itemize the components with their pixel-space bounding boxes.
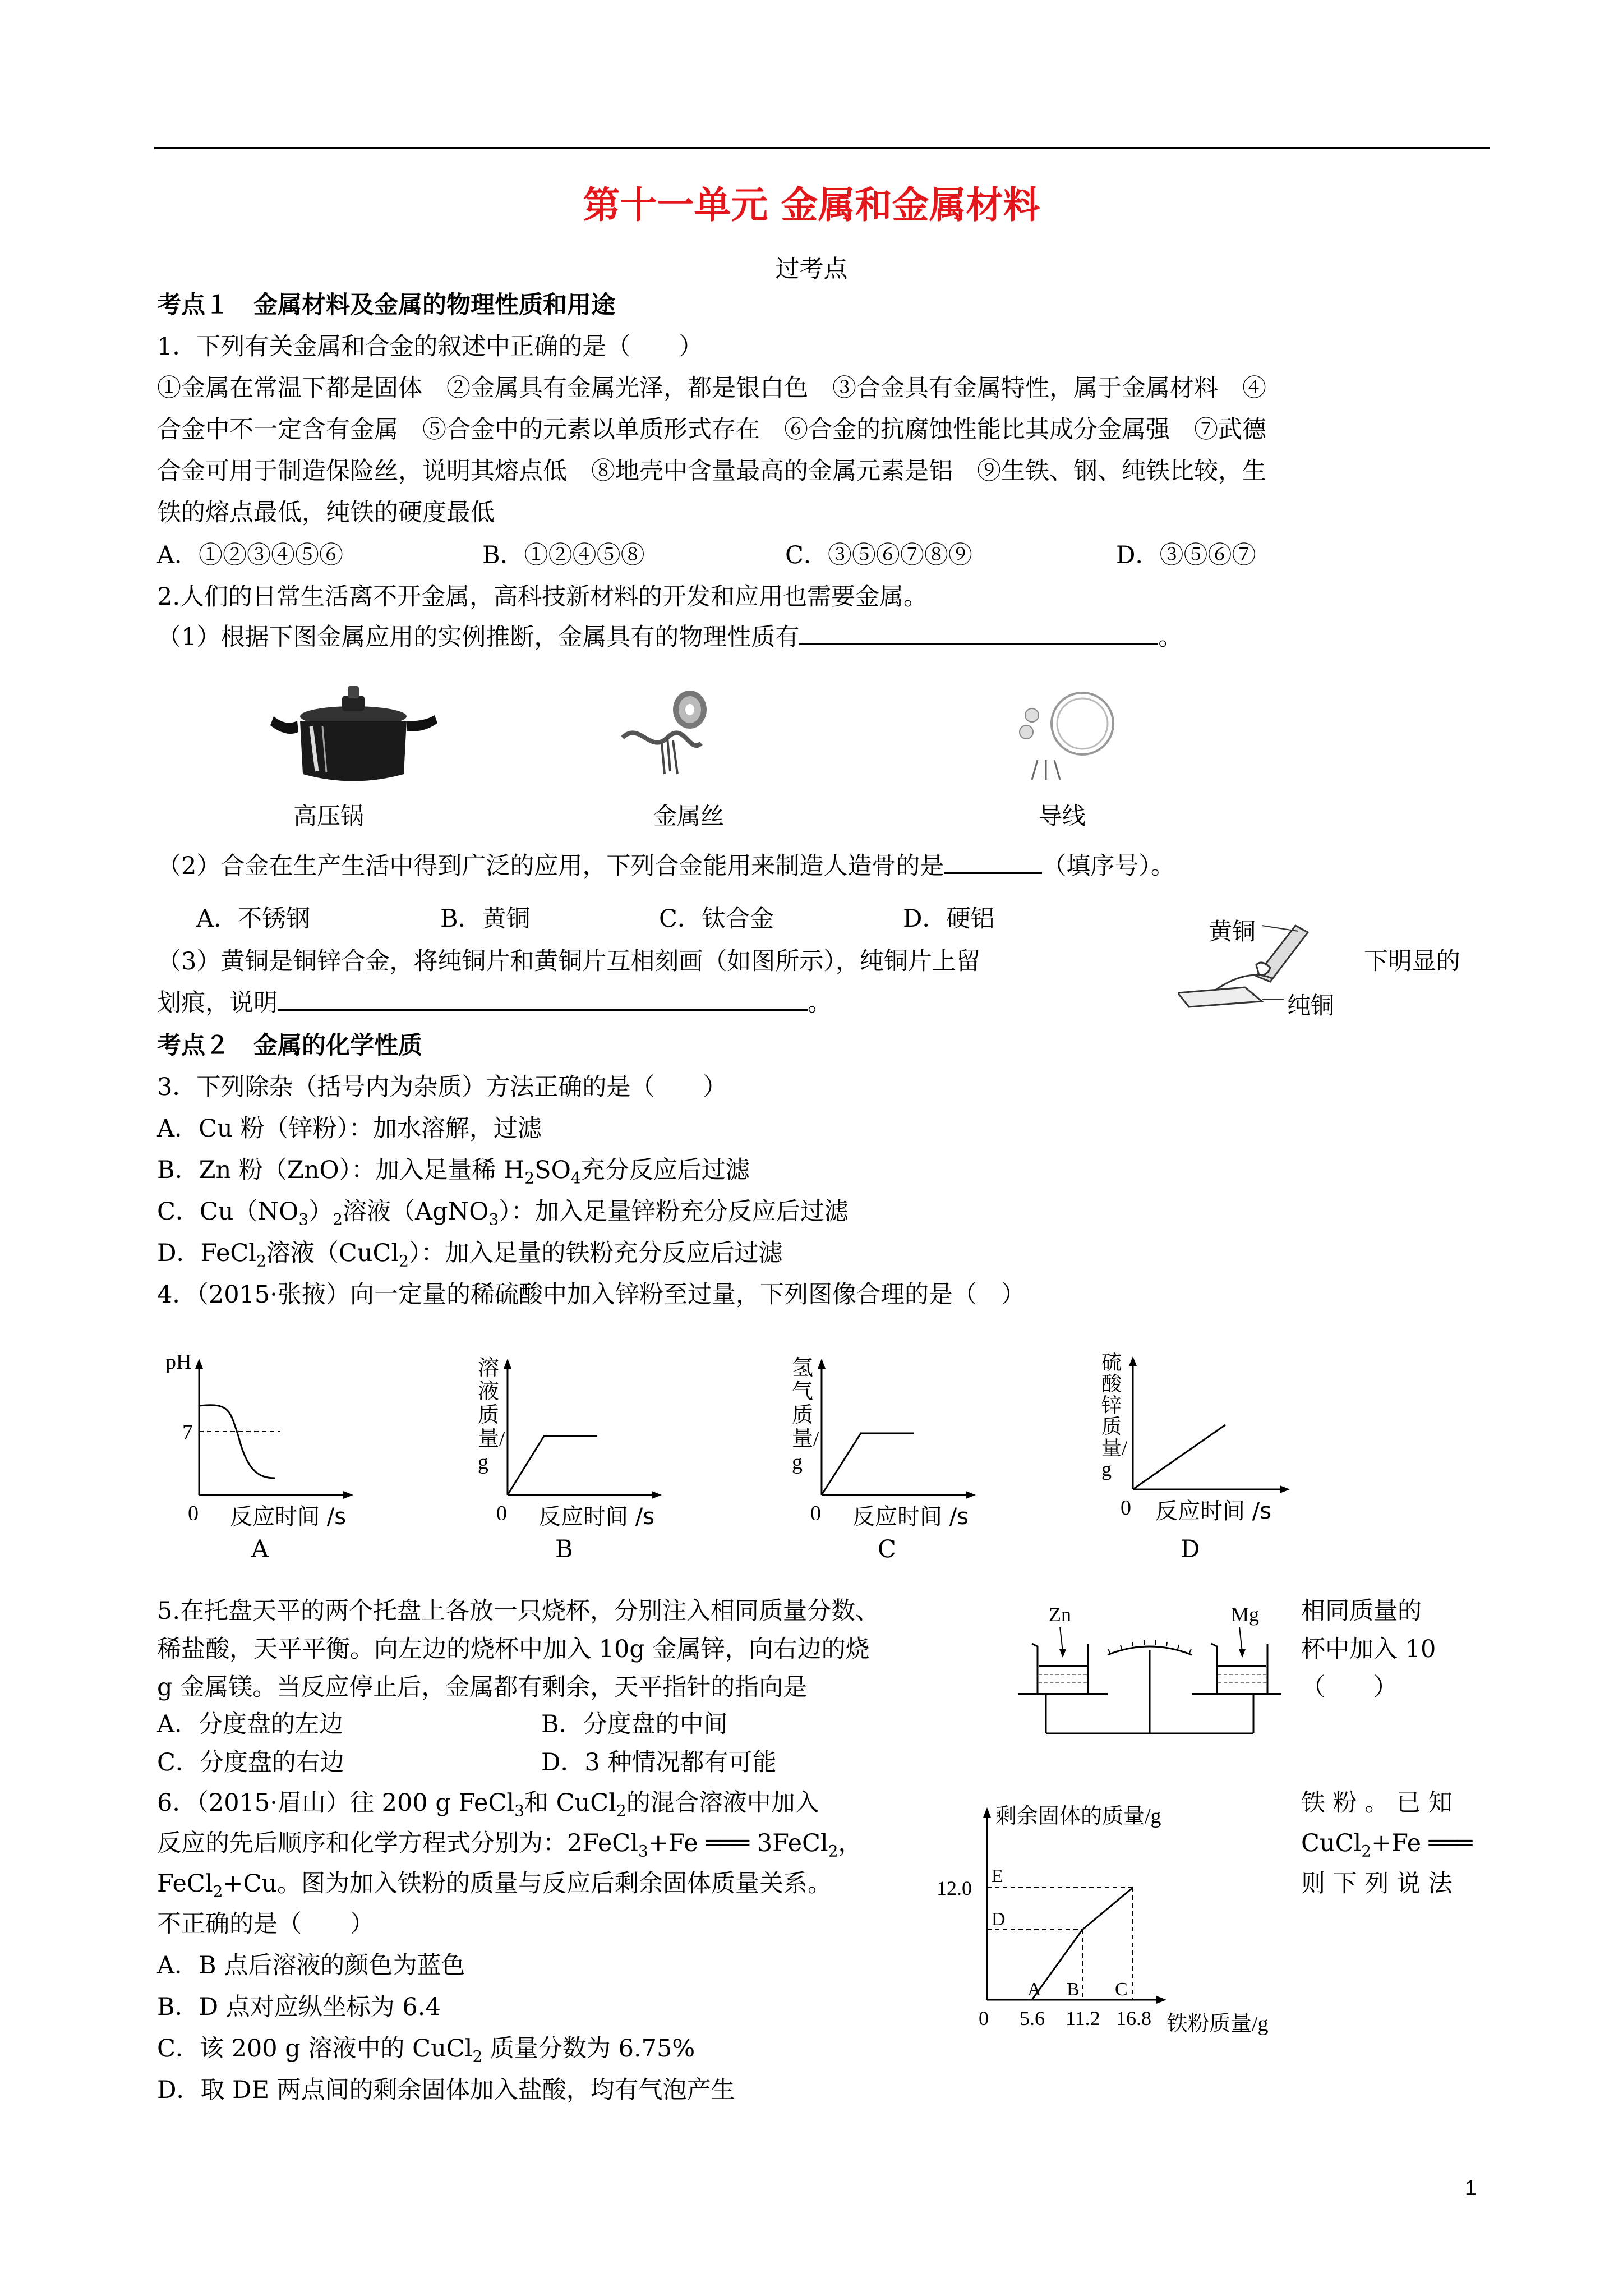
q4-a-origin: 0 [188,1502,199,1520]
q6-option-d: D．取 DE 两点间的剩余固体加入盐酸，均有气泡产生 [157,2076,735,2104]
q6-graph-xlabel: 铁粉质量/g [1166,2012,1269,2036]
q2-part1-blank [799,624,1158,645]
q5-option-d: D．3 种情况都有可能 [541,1749,777,1777]
q4-a-label: A [251,1535,269,1563]
q1-line-2: 合金中不一定含有金属 ⑤合金中的元素以单质形式存在 ⑥合金的抗腐蚀性能比其成分金属强 ⑦武德 [157,416,1266,444]
q5-line-2-right: 杯中加入 10 [1301,1635,1436,1663]
q3-b-text1: B．Zn 粉（ZnO）：加入足量稀 H [157,1156,525,1184]
q6-graph-point-c: C [1115,1979,1128,2000]
q1-option-a: A．①②③④⑤⑥ [157,541,344,569]
q2-part2-text: （2）合金在生产生活中得到广泛的应用，下列合金能用来制造人造骨的是 [157,852,944,880]
q6-line-2 [157,1830,863,1865]
q1-line-4: 铁的熔点最低，纯铁的硬度最低 [157,499,495,527]
q2-option-a: A．不锈钢 [196,905,311,933]
q6-graph-yvalue: 12.0 [937,1877,972,1899]
q6-graph-x2: 11.2 [1066,2007,1100,2030]
q3-b-sub1: 2 [524,1168,535,1188]
q3-b-sub2: 4 [570,1168,581,1188]
q6-l1-text2: 和 CuCl [524,1789,616,1817]
q6-graph-x1: 5.6 [1020,2007,1045,2030]
q6-graph-x3: 16.8 [1116,2007,1151,2030]
q4-c-ylabel: 氢气质量/g [792,1356,819,1474]
balance-label-mg: Mg [1231,1604,1260,1626]
q2-part3-end: 。 [808,989,832,1017]
q6-option-b: B．D 点对应纵坐标为 6.4 [157,1993,441,2021]
q6-graph-point-e: E [992,1866,1003,1887]
q4-d-origin: 0 [1121,1496,1131,1520]
q6-l2r-text2: +Fe ═══ [1371,1829,1473,1857]
q6-graph-point-d: D [992,1909,1006,1930]
q4-d-label: D [1181,1535,1200,1563]
q3-c-text1: C．Cu（NO [157,1198,299,1226]
q3-d-text1: D．FeCl [157,1239,257,1267]
q1-stem: 1．下列有关金属和合金的叙述中正确的是（ ） [157,333,703,361]
q4-graph-a [163,1352,365,1576]
section-heading-1: 考点１ 金属材料及金属的物理性质和用途 [157,291,615,319]
q6-l3-text1: FeCl [157,1870,213,1898]
q3-d-text2: 溶液（CuCl [266,1239,399,1267]
scratch-test-figure [1178,909,1363,1021]
q4-b-xlabel: 反应时间 /s [538,1504,655,1530]
q2-part2 [157,853,1175,880]
q3-d-sub1: 2 [256,1251,266,1271]
image-caption-metal-wire: 金属丝 [653,802,725,830]
q6-l2-sub2: 2 [828,1842,838,1861]
q6-l2r-sub: 2 [1361,1842,1372,1861]
q6-l2-text2: +Fe ═══ 3FeCl [648,1829,828,1857]
q6-l3-sub: 2 [213,1882,223,1901]
q6-c-sub: 2 [472,2047,483,2066]
q2-part2-blank [944,853,1042,874]
q5-option-b: B．分度盘的中间 [541,1710,728,1738]
electric-wire-image [998,682,1133,788]
q6-graph [925,1795,1295,2053]
q3-c-sub1: 3 [298,1210,309,1229]
q3-b-text2: SO [534,1156,571,1184]
q4-c-label: C [878,1535,896,1563]
q2-option-b: B．黄铜 [440,905,531,933]
q6-l3-text2: +Cu。图为加入铁粉的质量与反应后剩余固体质量关系。 [223,1870,832,1898]
q3-option-c [157,1198,849,1234]
balance-figure [1009,1604,1290,1773]
q1-line-1: ①金属在常温下都是固体 ②金属具有金属光泽，都是银白色 ③合金具有金属特性，属于金属材料 ④ [157,374,1266,402]
q1-option-d: D．③⑤⑥⑦ [1116,541,1256,569]
q2-part3-line1: （3）黄铜是铜锌合金，将纯铜片和黄铜片互相刻画（如图所示），纯铜片上留 [157,947,980,976]
q6-l1-sub1: 3 [514,1801,524,1820]
q5-option-c: C．分度盘的右边 [157,1749,344,1777]
q4-d-ylabel: 硫酸锌质量/g [1101,1351,1128,1480]
q2-option-d: D．硬铝 [903,905,995,933]
q4-stem: 4．（2015·张掖）向一定量的稀硫酸中加入锌粉至过量，下列图像合理的是（ ） [157,1281,1025,1309]
q2-option-c: C．钛合金 [659,905,774,933]
q1-option-c: C．③⑤⑥⑦⑧⑨ [785,541,972,569]
q6-graph-origin: 0 [979,2007,989,2030]
balance-label-zn: Zn [1049,1604,1071,1626]
q2-part2-end: （填序号）。 [1042,852,1175,880]
q3-option-d [157,1240,782,1275]
q3-d-sub2: 2 [399,1251,409,1271]
q5-option-a: A．分度盘的左边 [157,1710,344,1738]
section-heading-2: 考点２ 金属的化学性质 [157,1032,422,1060]
q4-a-xlabel: 反应时间 /s [230,1504,347,1530]
q6-line-4: 不正确的是（ ） [157,1910,374,1938]
q3-d-text3: ）：加入足量的铁粉充分反应后过滤 [408,1239,783,1267]
q5-line-1: 5.在托盘天平的两个托盘上各放一只烧杯，分别注入相同质量分数、 [157,1597,880,1625]
q6-line-3-right: 则 下 列 说 法 [1301,1870,1453,1898]
q3-c-text4: ）：加入足量锌粉充分反应后过滤 [499,1198,849,1226]
pressure-cooker-image [264,682,443,794]
figure-label-brass: 黄铜 [1209,918,1256,945]
q4-b-label: B [555,1535,573,1563]
q6-graph-point-a: A [1027,1979,1041,2000]
q5-line-3-right: （ ） [1301,1673,1398,1701]
q4-b-origin: 0 [496,1502,507,1520]
q4-c-xlabel: 反应时间 /s [852,1504,969,1530]
q6-line-1-right: 铁 粉 。 已 知 [1301,1789,1453,1817]
image-caption-cooker: 高压锅 [293,802,365,830]
q2-part1 [157,624,1182,651]
q6-graph-point-b: B [1067,1979,1080,2000]
q2-part3-blank [278,990,808,1011]
q6-l1-sub2: 2 [616,1801,626,1820]
q2-part3-line1-right: 下明显的 [1364,947,1460,976]
q4-a-mark: 7 [182,1420,193,1444]
q6-line-1 [157,1789,819,1825]
q3-option-a: A．Cu 粉（锌粉）：加水溶解，过滤 [157,1115,542,1143]
q3-c-text3: 溶液（AgNO [343,1198,489,1226]
page-subtitle: 过考点 [775,255,848,283]
page-number: 1 [1465,2177,1477,2200]
q4-c-origin: 0 [810,1502,821,1520]
q6-line-2-right [1301,1830,1472,1865]
q3-c-text2: ） [308,1198,333,1226]
q6-l2-sub1: 3 [638,1842,648,1861]
q6-l2-text1: 反应的先后顺序和化学方程式分别为：2FeCl [157,1829,638,1857]
q5-line-2: 稀盐酸，天平平衡。向左边的烧杯中加入 10g 金属锌，向右边的烧 [157,1635,870,1663]
q3-stem: 3．下列除杂（括号内为杂质）方法正确的是（ ） [157,1073,727,1101]
q4-d-xlabel: 反应时间 /s [1155,1498,1272,1524]
q6-c-text2: 质量分数为 6.75% [482,2035,695,2063]
image-caption-wire: 导线 [1039,802,1086,830]
q2-part3-line2 [157,990,832,1016]
q6-l2r-text1: CuCl [1301,1829,1362,1857]
q1-option-b: B．①②④⑤⑧ [482,541,645,569]
q4-b-ylabel: 溶液质量/g [478,1356,505,1474]
q3-c-sub2: 2 [333,1210,343,1229]
q2-part3-text: 划痕，说明 [157,989,278,1017]
q3-option-b [157,1157,750,1192]
q6-option-a: A．B 点后溶液的颜色为蓝色 [157,1952,465,1980]
q3-c-sub3: 3 [488,1210,499,1229]
q5-line-3: g 金属镁。当反应停止后，金属都有剩余，天平指针的指向是 [157,1673,808,1701]
q6-line-3 [157,1870,832,1906]
figure-label-copper: 纯铜 [1287,992,1335,1019]
q2-part1-end: 。 [1158,623,1183,651]
q2-stem: 2.人们的日常生活离不开金属，高科技新材料的开发和应用也需要金属。 [157,583,928,611]
q6-l1-text3: 的混合溶液中加入 [626,1789,819,1817]
q6-l1-text1: 6．（2015·眉山）往 200 g FeCl [157,1789,515,1817]
q4-graph-d [1094,1352,1307,1576]
metal-wire-image [606,682,740,788]
q6-l2-text3: ， [838,1829,863,1857]
q5-line-1-right: 相同质量的 [1301,1597,1422,1625]
page-title: 第十一单元 金属和金属材料 [583,183,1040,227]
q4-a-ylabel: pH [165,1352,192,1374]
q6-c-text1: C．该 200 g 溶液中的 CuCl [157,2035,473,2063]
q1-line-3: 合金可用于制造保险丝，说明其熔点低 ⑧地壳中含量最高的金属元素是铝 ⑨生铁、钢、纯铁比较，生 [157,457,1266,485]
header-rule [154,147,1490,149]
q4-graph-b [471,1352,673,1576]
q3-b-text3: 充分反应后过滤 [580,1156,750,1184]
q4-graph-c [785,1352,987,1576]
q6-graph-ylabel: 剩余固体的质量/g [995,1805,1161,1828]
q6-option-c [157,2035,695,2070]
q2-part1-text: （1）根据下图金属应用的实例推断，金属具有的物理性质有 [157,623,800,651]
